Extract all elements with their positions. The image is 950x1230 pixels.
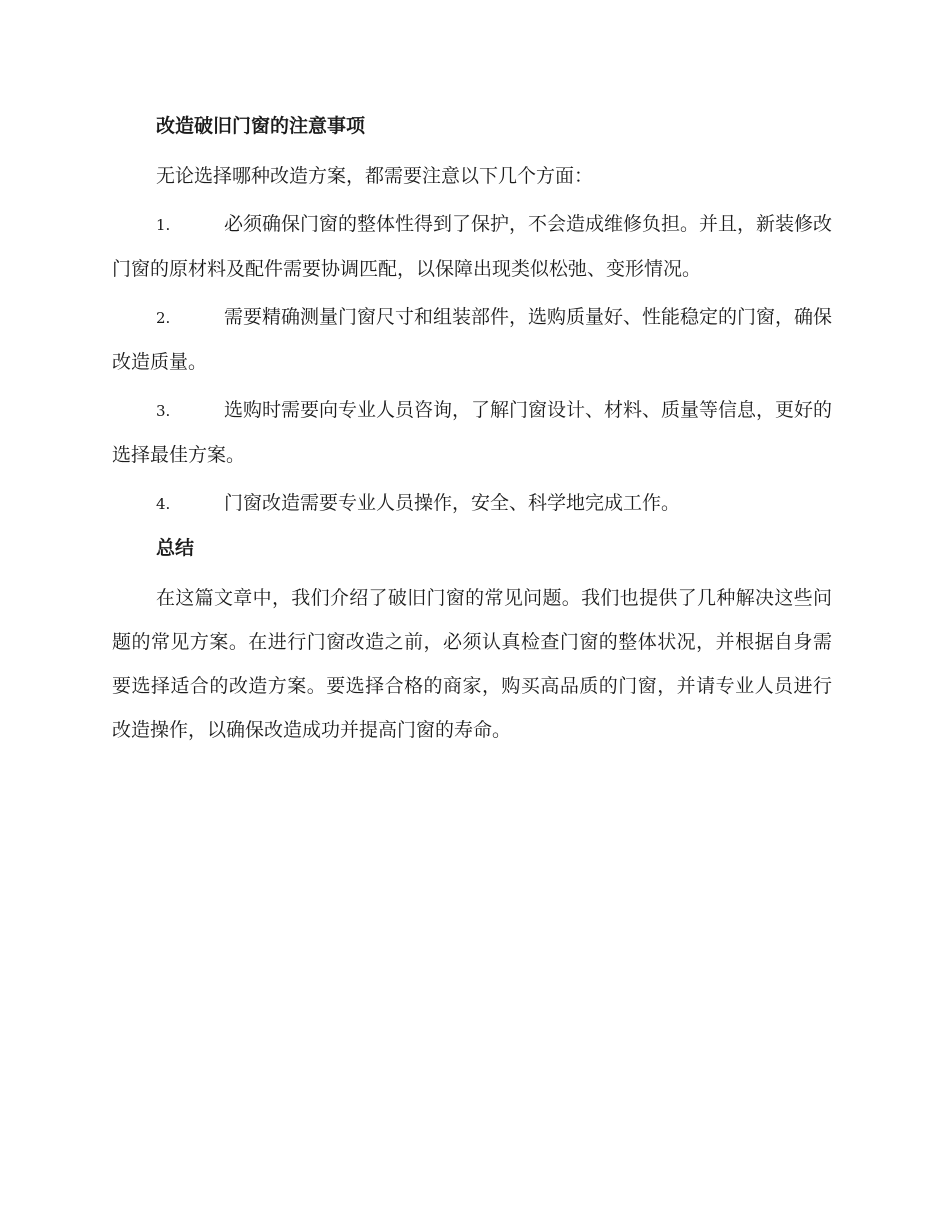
list-item xyxy=(112,202,832,291)
section-heading-precautions: 改造破旧门窗的注意事项 xyxy=(156,115,366,137)
list-item-text: 需要精确测量门窗尺寸和组装部件，选购质量好、性能稳定的门窗，确保改造质量。 xyxy=(112,306,833,373)
list-item xyxy=(112,481,832,526)
list-item-number: 1. xyxy=(156,216,171,234)
document-page xyxy=(112,108,832,756)
list-item-number: 4. xyxy=(156,495,171,513)
list-item-number: 3. xyxy=(156,402,171,420)
list-item-number: 2. xyxy=(156,309,171,327)
list-item-text: 门窗改造需要专业人员操作，安全、科学地完成工作。 xyxy=(224,492,681,514)
list-item-text: 选购时需要向专业人员咨询，了解门窗设计、材料、质量等信息，更好的选择最佳方案。 xyxy=(112,399,833,466)
intro-paragraph: 无论选择哪种改造方案，都需要注意以下几个方面： xyxy=(156,165,594,187)
list-item-text: 必须确保门窗的整体性得到了保护，不会造成维修负担。并且，新装修改门窗的原材料及配件需要协调匹配，以保障出现类似松弛、变形情况。 xyxy=(112,213,833,280)
summary-paragraph: 在这篇文章中，我们介绍了破旧门窗的常见问题。我们也提供了几种解决这些问题的常见方案。在进行门窗改造之前，必须认真检查门窗的整体状况，并根据自身需要选择适合的改造方案。要选择合格的商家，购买高品质的门窗，并请专业人员进行改造操作，以确保改造成功并提高门窗的寿命。 xyxy=(112,587,832,741)
list-item xyxy=(112,388,832,477)
list-item xyxy=(112,295,832,384)
section-heading-summary: 总结 xyxy=(156,537,195,559)
